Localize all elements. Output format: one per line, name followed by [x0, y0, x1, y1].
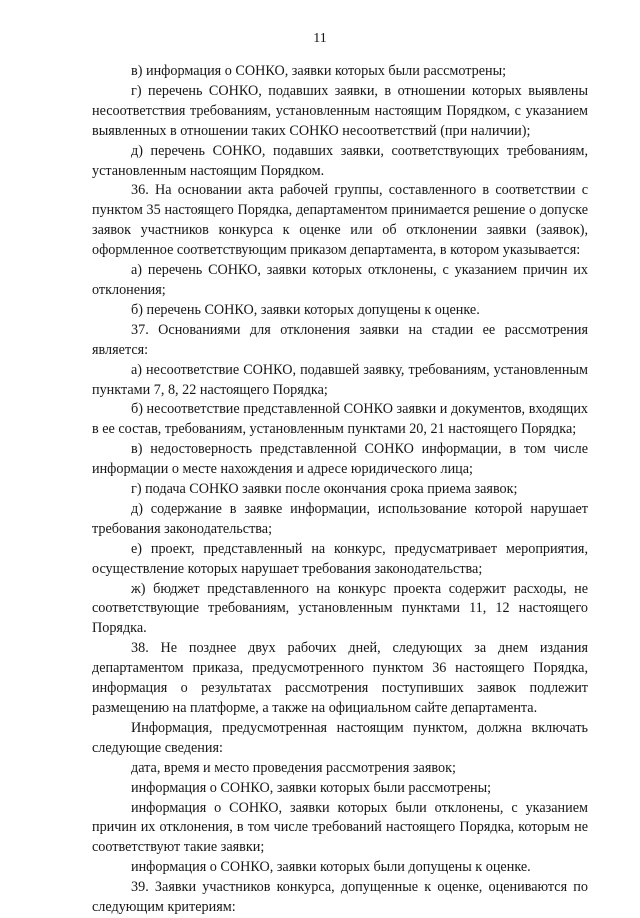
paragraph: 36. На основании акта рабочей группы, составленного в соответствии с пунктом 35 настоящего Порядка, департаментом принимается решение о допуске заявок участников конкурса к оценке или об отклонении заявки (заявок), оформленное соответствующим приказом департамента, в котором указывается: — [92, 182, 588, 259]
paragraph: а) перечень СОНКО, заявки которых отклонены, с указанием причин их отклонения; — [92, 262, 588, 298]
paragraph: Информация, предусмотренная настоящим пунктом, должна включать следующие сведения: — [92, 719, 588, 756]
paragraph: д) перечень СОНКО, подавших заявки, соответствующих требованиям, установленным настоящим Порядком. — [92, 142, 588, 179]
paragraph: г) подача СОНКО заявки после окончания срока приема заявок; — [131, 481, 518, 498]
paragraph: информация о СОНКО, заявки которых были допущены к оценке. — [131, 859, 531, 876]
paragraph: 37. Основаниями для отклонения заявки на стадии ее рассмотрения является: — [92, 321, 588, 358]
paragraph: 39. Заявки участников конкурса, допущенные к оценке, оцениваются по следующим критериям: — [92, 879, 588, 916]
paragraph: информация о СОНКО, заявки которых были рассмотрены; — [131, 779, 492, 796]
paragraph: в) недостоверность представленной СОНКО информации, в том числе информации о месте нахождения и адресе юридического лица; — [92, 441, 588, 478]
paragraph: г) перечень СОНКО, подавших заявки, в отношении которых выявлены несоответствия требованиям, установленным настоящим Порядком, с указанием выявленных в отношении таких СОНКО несоответствий (при наличии); — [92, 82, 588, 139]
document-body — [92, 62, 588, 918]
page-number: 11 — [313, 31, 327, 46]
paragraph: б) несоответствие представленной СОНКО заявки и документов, входящих в ее состав, требованиям, установленным пунктами 20, 21 настоящего Порядка; — [92, 401, 588, 438]
paragraph: информация о СОНКО, заявки которых были отклонены, с указанием причин их отклонения, в том числе требований настоящего Порядка, которым не соответствуют такие заявки; — [92, 799, 588, 856]
paragraph: дата, время и место проведения рассмотрения заявок; — [131, 759, 456, 776]
paragraph: д) содержание в заявке информации, использование которой нарушает требования законодательства; — [92, 500, 588, 537]
paragraph: е) проект, представленный на конкурс, предусматривает мероприятия, осуществление которых нарушает требования законодательства; — [92, 540, 588, 577]
paragraph: в) информация о СОНКО, заявки которых были рассмотрены; — [131, 63, 507, 79]
paragraph: б) перечень СОНКО, заявки которых допущены к оценке. — [131, 301, 480, 318]
paragraph: 38. Не позднее двух рабочих дней, следующих за днем издания департаментом приказа, предусмотренного пунктом 36 настоящего Порядка, информация о результатах рассмотрения поступивших заявок подлежит размещению на платформе, а также на официальном сайте департамента. — [92, 640, 588, 716]
paragraph: ж) бюджет представленного на конкурс проекта содержит расходы, не соответствующие требованиям, установленным пунктами 11, 12 настоящего Порядка. — [92, 580, 588, 637]
paragraph: а) несоответствие СОНКО, подавшей заявку, требованиям, установленным пунктами 7, 8, 22 настоящего Порядка; — [92, 361, 588, 398]
